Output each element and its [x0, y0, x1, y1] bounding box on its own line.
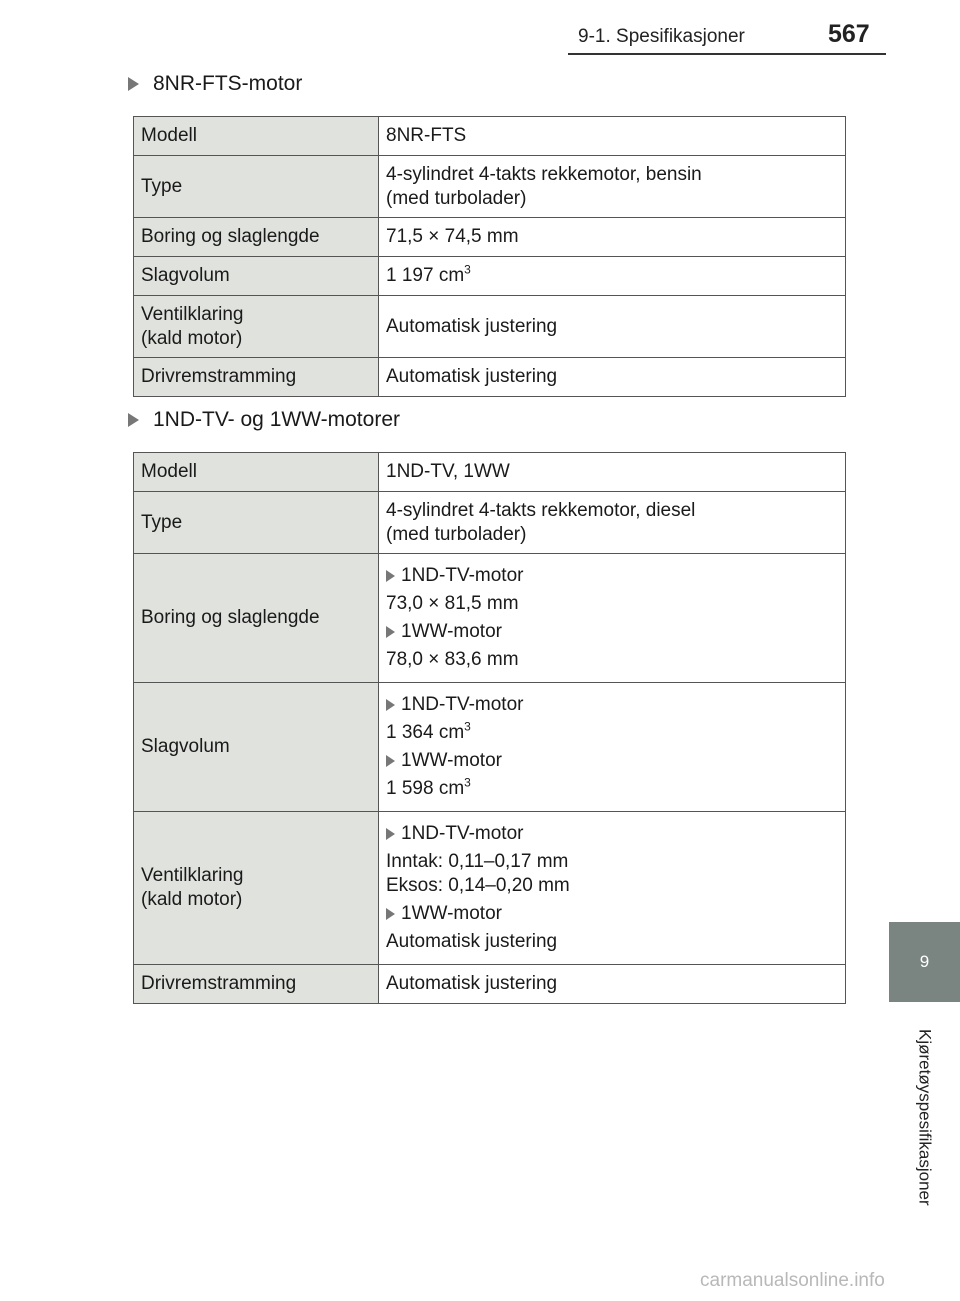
chapter-tab-title-text: Kjøretøyspesifikasjoner — [915, 1029, 935, 1206]
table-row — [134, 117, 846, 156]
value-line: Inntak: 0,11–0,17 mm — [386, 851, 569, 872]
label-line: (kald motor) — [141, 327, 243, 349]
row-label: Modell — [134, 117, 379, 156]
engine-subheading-text: 1ND-TV-motor — [401, 823, 524, 844]
engine-value — [386, 721, 838, 745]
engine-subheading-text: 1WW-motor — [401, 903, 502, 924]
row-value — [379, 492, 846, 554]
engine-value — [386, 850, 838, 898]
table-row — [134, 257, 846, 296]
engine-value: 78,0 × 83,6 mm — [386, 649, 519, 670]
table-row — [134, 296, 846, 358]
volume-value: 1 364 cm — [386, 722, 465, 743]
section-heading-text: 1ND-TV- og 1WW-motorer — [153, 408, 400, 431]
row-label — [134, 296, 379, 358]
row-label: Modell — [134, 453, 379, 492]
row-label: Slagvolum — [134, 257, 379, 296]
row-value — [379, 554, 846, 683]
row-label: Type — [134, 492, 379, 554]
engine-subheading-text: 1ND-TV-motor — [401, 565, 524, 586]
section-heading-8nr — [128, 72, 302, 96]
table-row — [134, 683, 846, 812]
value-line: 4-sylindret 4-takts rekkemotor, bensin — [386, 163, 702, 185]
header-rule — [568, 53, 886, 55]
engine-subheading-text: 1WW-motor — [401, 750, 502, 771]
row-value — [379, 812, 846, 965]
table-row — [134, 554, 846, 683]
row-label — [134, 812, 379, 965]
engine-subheading — [386, 822, 838, 846]
chapter-tab-title — [889, 1010, 960, 1225]
row-label: Drivremstramming — [134, 358, 379, 397]
value-line: (med turbolader) — [386, 187, 527, 209]
section-heading-1nd — [128, 408, 400, 432]
triangle-bullet-icon — [386, 828, 395, 840]
spec-table-1nd-1ww — [133, 452, 846, 1004]
engine-subheading-text: 1WW-motor — [401, 621, 502, 642]
row-label: Boring og slaglengde — [134, 554, 379, 683]
engine-subheading — [386, 749, 838, 773]
row-value: Automatisk justering — [379, 965, 846, 1004]
page-number: 567 — [828, 20, 870, 48]
row-label: Boring og slaglengde — [134, 218, 379, 257]
row-value — [379, 683, 846, 812]
triangle-bullet-icon — [386, 755, 395, 767]
engine-subheading — [386, 902, 838, 926]
row-label: Drivremstramming — [134, 965, 379, 1004]
row-label: Type — [134, 156, 379, 218]
volume-value: 1 598 cm — [386, 778, 465, 799]
engine-subheading — [386, 693, 838, 717]
row-value: 71,5 × 74,5 mm — [379, 218, 846, 257]
unit-superscript: 3 — [464, 262, 471, 277]
unit-superscript: 3 — [464, 719, 471, 734]
table-row — [134, 492, 846, 554]
row-value: Automatisk justering — [379, 358, 846, 397]
triangle-bullet-icon — [128, 77, 139, 91]
engine-value: Automatisk justering — [386, 931, 558, 952]
triangle-bullet-icon — [128, 413, 139, 427]
section-heading-text: 8NR-FTS-motor — [153, 72, 303, 95]
triangle-bullet-icon — [386, 908, 395, 920]
value-line: 4-sylindret 4-takts rekkemotor, diesel — [386, 499, 696, 521]
engine-subheading — [386, 620, 838, 644]
triangle-bullet-icon — [386, 570, 395, 582]
spec-table-8nr — [133, 116, 846, 397]
label-line: Ventilklaring — [141, 303, 244, 325]
header-section-title: 9-1. Spesifikasjoner — [578, 26, 745, 47]
row-value: Automatisk justering — [379, 296, 846, 358]
row-value: 1ND-TV, 1WW — [379, 453, 846, 492]
value-line: Eksos: 0,14–0,20 mm — [386, 875, 570, 896]
table-row — [134, 453, 846, 492]
engine-subheading — [386, 564, 838, 588]
table-row — [134, 156, 846, 218]
row-label: Slagvolum — [134, 683, 379, 812]
engine-value — [386, 777, 838, 801]
row-value: 8NR-FTS — [379, 117, 846, 156]
table-row — [134, 358, 846, 397]
triangle-bullet-icon — [386, 699, 395, 711]
engine-value: 73,0 × 81,5 mm — [386, 593, 519, 614]
label-line: (kald motor) — [141, 889, 243, 910]
triangle-bullet-icon — [386, 626, 395, 638]
unit-superscript: 3 — [464, 775, 471, 790]
table-row — [134, 965, 846, 1004]
table-row — [134, 218, 846, 257]
watermark: carmanualsonline.info — [700, 1270, 885, 1291]
chapter-tab-number: 9 — [889, 922, 960, 1002]
row-value — [379, 156, 846, 218]
volume-value: 1 197 cm — [386, 265, 465, 286]
row-value — [379, 257, 846, 296]
table-row — [134, 812, 846, 965]
value-line: (med turbolader) — [386, 523, 527, 545]
engine-subheading-text: 1ND-TV-motor — [401, 694, 524, 715]
label-line: Ventilklaring — [141, 865, 244, 886]
